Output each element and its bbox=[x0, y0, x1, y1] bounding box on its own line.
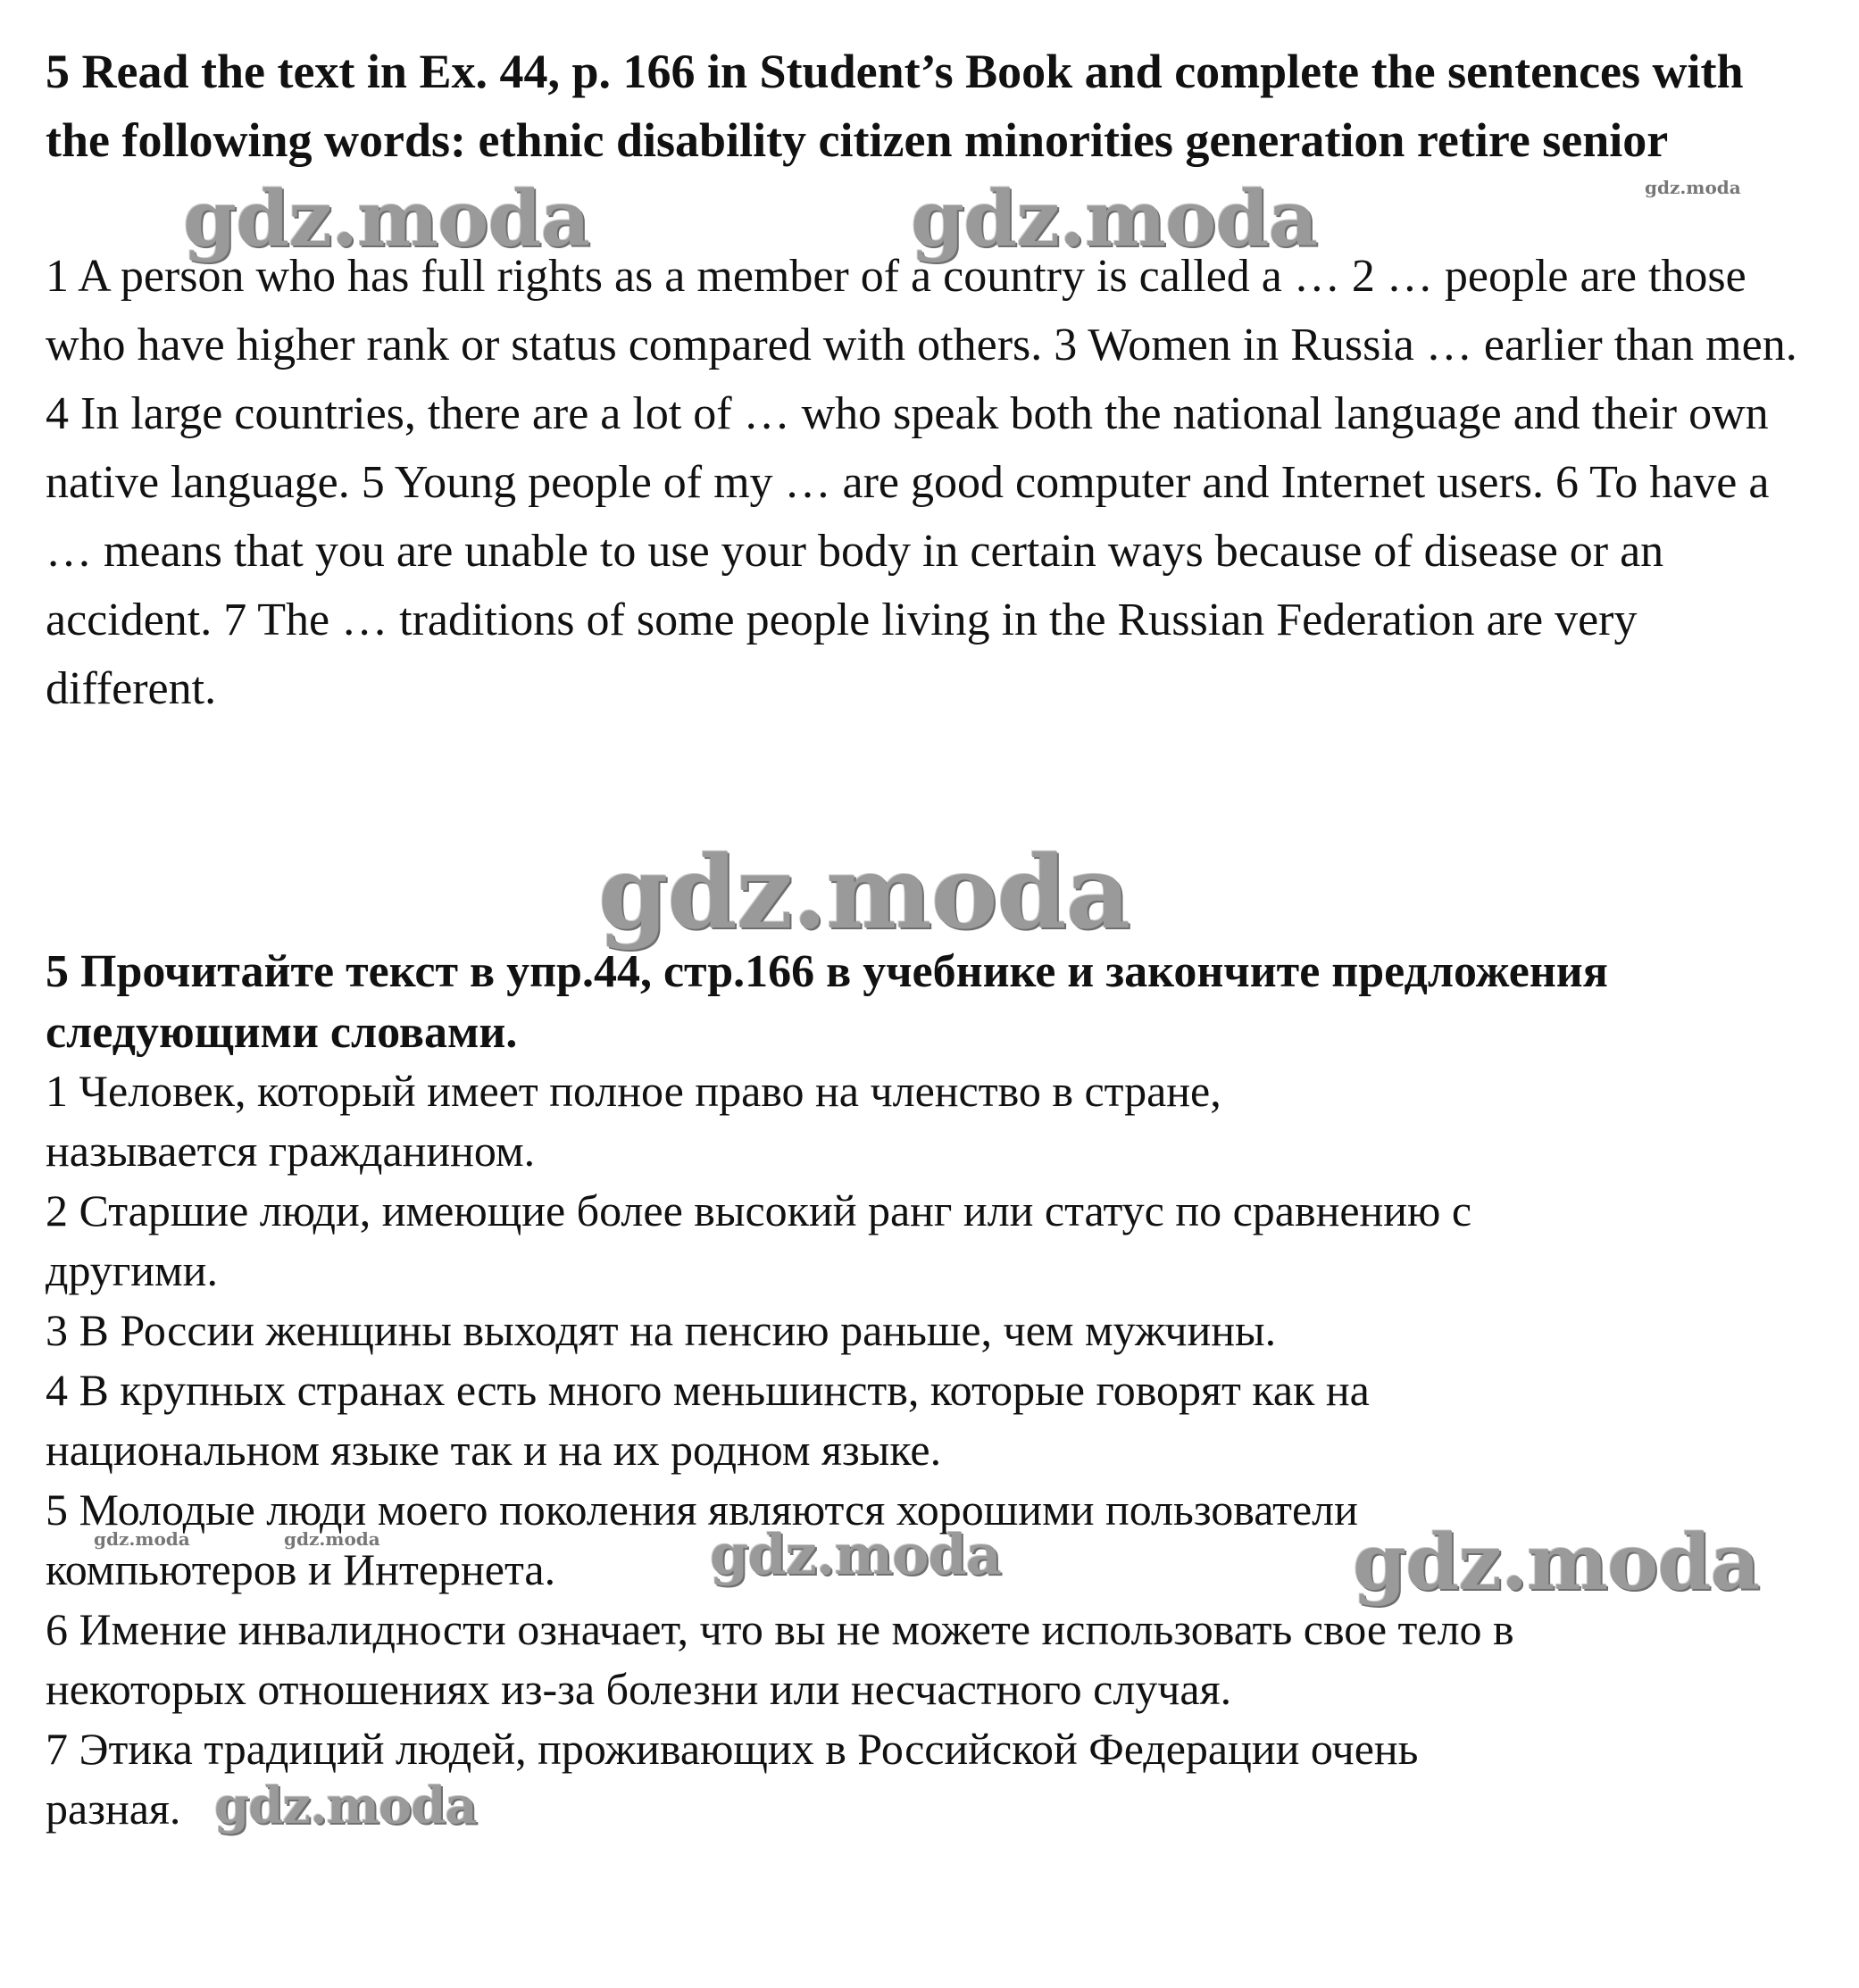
russian-section bbox=[46, 942, 1818, 1063]
russian-line: называется гражданином. bbox=[46, 1126, 536, 1176]
english-heading: 5 Read the text in Ex. 44, p. 166 in Student’s Book and complete the sentences with the following words: ethnic disability citizen minorities generation retire senior bbox=[46, 45, 1744, 167]
english-paragraph-block bbox=[46, 242, 1818, 723]
watermark: gdz.moda bbox=[284, 1528, 380, 1550]
english-paragraph: 1 A person who has full rights as a member of a country is called a … 2 … people are those who have higher rank or status compared with others. 3 Women in Russia … earlier than men. 4 In large countries, there are a lot of … who speak both the national language and their own native language. 5 Young people of my … are good computer and Internet users. 6 To have a … means that you are unable to use your body in certain ways because of disease or an accident. 7 The … traditions of some people living in the Russian Federation are very different. bbox=[46, 251, 1797, 714]
watermark: gdz.moda bbox=[94, 1528, 190, 1550]
russian-line: 7 Этика традиций людей, проживающих в Российской Федерации очень bbox=[46, 1724, 1419, 1774]
russian-lines bbox=[46, 1061, 1818, 1839]
russian-heading: 5 Прочитайте текст в упр.44, стр.166 в учебнике и закончите предложения следующими словами. bbox=[46, 946, 1608, 1058]
russian-line: 6 Имение инвалидности означает, что вы не можете использовать свое тело в bbox=[46, 1604, 1514, 1654]
english-section bbox=[46, 37, 1818, 175]
russian-line: 3 В России женщины выходят на пенсию раньше, чем мужчины. bbox=[46, 1305, 1277, 1355]
russian-line: некоторых отношениях из-за болезни или несчастного случая. bbox=[46, 1664, 1232, 1714]
russian-line: национальном языке так и на их родном языке. bbox=[46, 1425, 942, 1475]
russian-line: 2 Старшие люди, имеющие более высокий ранг или статус по сравнению с bbox=[46, 1185, 1472, 1235]
russian-line: другими. bbox=[46, 1245, 218, 1295]
russian-line: 5 Молодые люди моего поколения являются хорошими пользователи bbox=[46, 1485, 1358, 1535]
russian-line: 4 В крупных странах есть много меньшинств, которые говорят как на bbox=[46, 1365, 1370, 1415]
watermark: gdz.moda bbox=[183, 174, 590, 264]
watermark: gdz.moda bbox=[911, 174, 1318, 264]
watermark: gdz.moda bbox=[1353, 1518, 1760, 1608]
watermark: gdz.moda bbox=[598, 835, 1130, 952]
watermark: gdz.moda bbox=[1645, 177, 1741, 198]
watermark: gdz.moda bbox=[710, 1522, 1001, 1587]
russian-line: компьютеров и Интернета. bbox=[46, 1544, 556, 1594]
watermark: gdz.moda bbox=[214, 1776, 477, 1835]
russian-line: 1 Человек, который имеет полное право на членство в стране, bbox=[46, 1066, 1221, 1116]
russian-line: разная. bbox=[46, 1784, 181, 1834]
